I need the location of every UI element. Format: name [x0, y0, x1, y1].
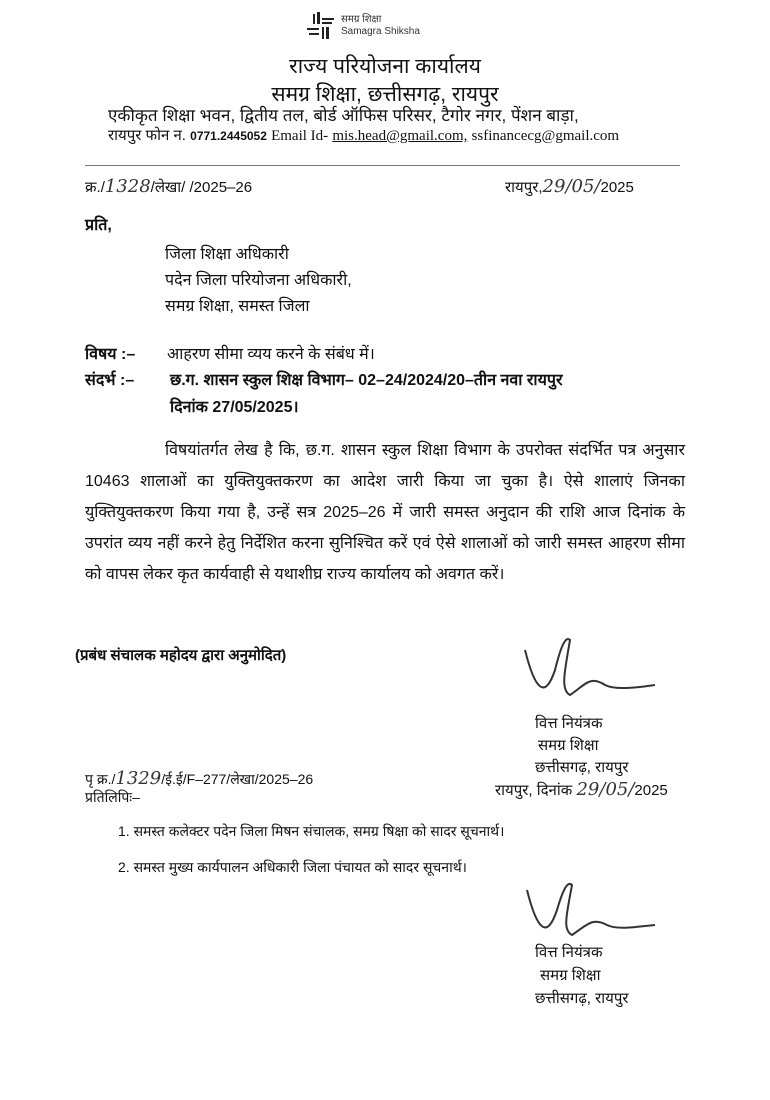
letter-date	[505, 176, 634, 197]
recipient-line: पदेन जिला परियोजना अधिकारी,	[165, 272, 352, 289]
email-link-1[interactable]: mis.head@gmail.com,	[332, 128, 468, 144]
sig-date-year: 2025	[634, 782, 668, 799]
signatory-org: समग्र शिक्षा	[540, 967, 601, 984]
ref-prefix: क्र./	[85, 179, 105, 196]
date-year: 2025	[600, 179, 634, 196]
logo-hindi: समग्र शिक्षा	[341, 14, 382, 25]
subject-text: आहरण सीमा व्यय करने के संबंध में।	[167, 346, 375, 363]
body-text: विषयांतर्गत लेख है कि, छ.ग. शासन स्कुल शिक्षा विभाग के उपरोक्त संदर्भित पत्र अनुसार 10463 शालाओं का युक्तियुक्तकरण का आदेश जारी किया जा चुका है। ऐसे शालाएं जिनका युक्तियुक्तकरण किया गया है, उन्हें सत्र 2025–26 में जारी समस्त अनुदान की राशि आज दिनांक के उपरांत व्यय नहीं करने हेतु निर्देशित करना सुनिश्चित करें एवं ऐसे शालाओं को जारी समस्त आहरण सीमा को वापस लेकर कृत कार्यवाही से यथाशीघ्र राज्य कार्यालय को अवगत करें।	[85, 442, 685, 583]
reference-line-2: दिनांक 27/05/2025।	[170, 399, 299, 416]
copy-ref-number: 1329	[115, 768, 162, 789]
logo-icon	[305, 12, 335, 40]
signature-date	[495, 779, 668, 800]
signatory-org: समग्र शिक्षा	[538, 737, 599, 754]
contact-line	[108, 125, 619, 145]
phone-number: 0771.2445052	[190, 129, 267, 143]
org-title: समग्र शिक्षा, छत्तीसगढ़, रायपुर	[271, 83, 499, 106]
signature-1	[515, 630, 665, 710]
office-address: एकीकृत शिक्षा भवन, द्वितीय तल, बोर्ड ऑफिस परिसर, टैगोर नगर, पेंशन बाड़ा,	[108, 106, 579, 125]
ref-suffix: /लेखा/ /2025–26	[150, 179, 253, 196]
copy-ref-prefix: पृ क्र./	[85, 771, 116, 787]
header-divider	[85, 165, 680, 166]
date-handwritten: 29/05/	[542, 176, 601, 197]
logo-english: Samagra Shiksha	[341, 26, 420, 37]
sig-date-prefix: रायपुर, दिनांक	[495, 782, 573, 799]
date-prefix: रायपुर,	[505, 179, 543, 196]
body-paragraph	[85, 435, 685, 590]
recipient-line: जिला शिक्षा अधिकारी	[165, 246, 289, 263]
sig-date-handwritten: 29/05/	[576, 779, 635, 800]
reference-number	[85, 176, 252, 197]
reference-line-1: छ.ग. शासन स्कुल शिक्ष विभाग– 02–24/2024/20–तीन नवा रायपुर	[170, 372, 563, 389]
copy-reference	[85, 768, 313, 789]
samagra-shiksha-logo	[305, 12, 420, 40]
recipient-line: समग्र शिक्षा, समस्त जिला	[165, 298, 310, 315]
copy-list-item: 2. समस्त मुख्य कार्यपालन अधिकारी जिला पंचायत को सादर सूचनार्थ।	[118, 859, 467, 875]
copy-label: प्रतिलिपिः–	[85, 789, 140, 805]
signatory-location: छत्तीसगढ़, रायपुर	[535, 759, 629, 776]
copy-list-item: 1. समस्त कलेक्टर पदेन जिला मिषन संचालक, समग्र षिक्षा को सादर सूचनार्थ।	[118, 823, 505, 839]
phone-label: रायपुर फोन न.	[108, 127, 186, 144]
signatory-title: वित्त नियंत्रक	[535, 944, 603, 961]
signatory-title: वित्त नियंत्रक	[535, 715, 603, 732]
ref-number-handwritten: 1328	[104, 176, 151, 197]
to-label: प्रति,	[85, 217, 112, 234]
reference-label: संदर्भ :–	[85, 372, 135, 389]
signatory-location: छत्तीसगढ़, रायपुर	[535, 990, 629, 1007]
approval-note: (प्रबंध संचालक महोदय द्वारा अनुमोदित)	[75, 647, 287, 664]
email-link-2[interactable]: ssfinancecg@gmail.com	[471, 128, 620, 144]
signature-2	[515, 875, 665, 950]
copy-ref-suffix: /ई.ई/F–277/लेखा/2025–26	[161, 771, 314, 787]
office-title: राज्य परियोजना कार्यालय	[289, 55, 481, 78]
subject-label: विषय :–	[85, 346, 136, 363]
email-label: Email Id-	[271, 128, 329, 144]
